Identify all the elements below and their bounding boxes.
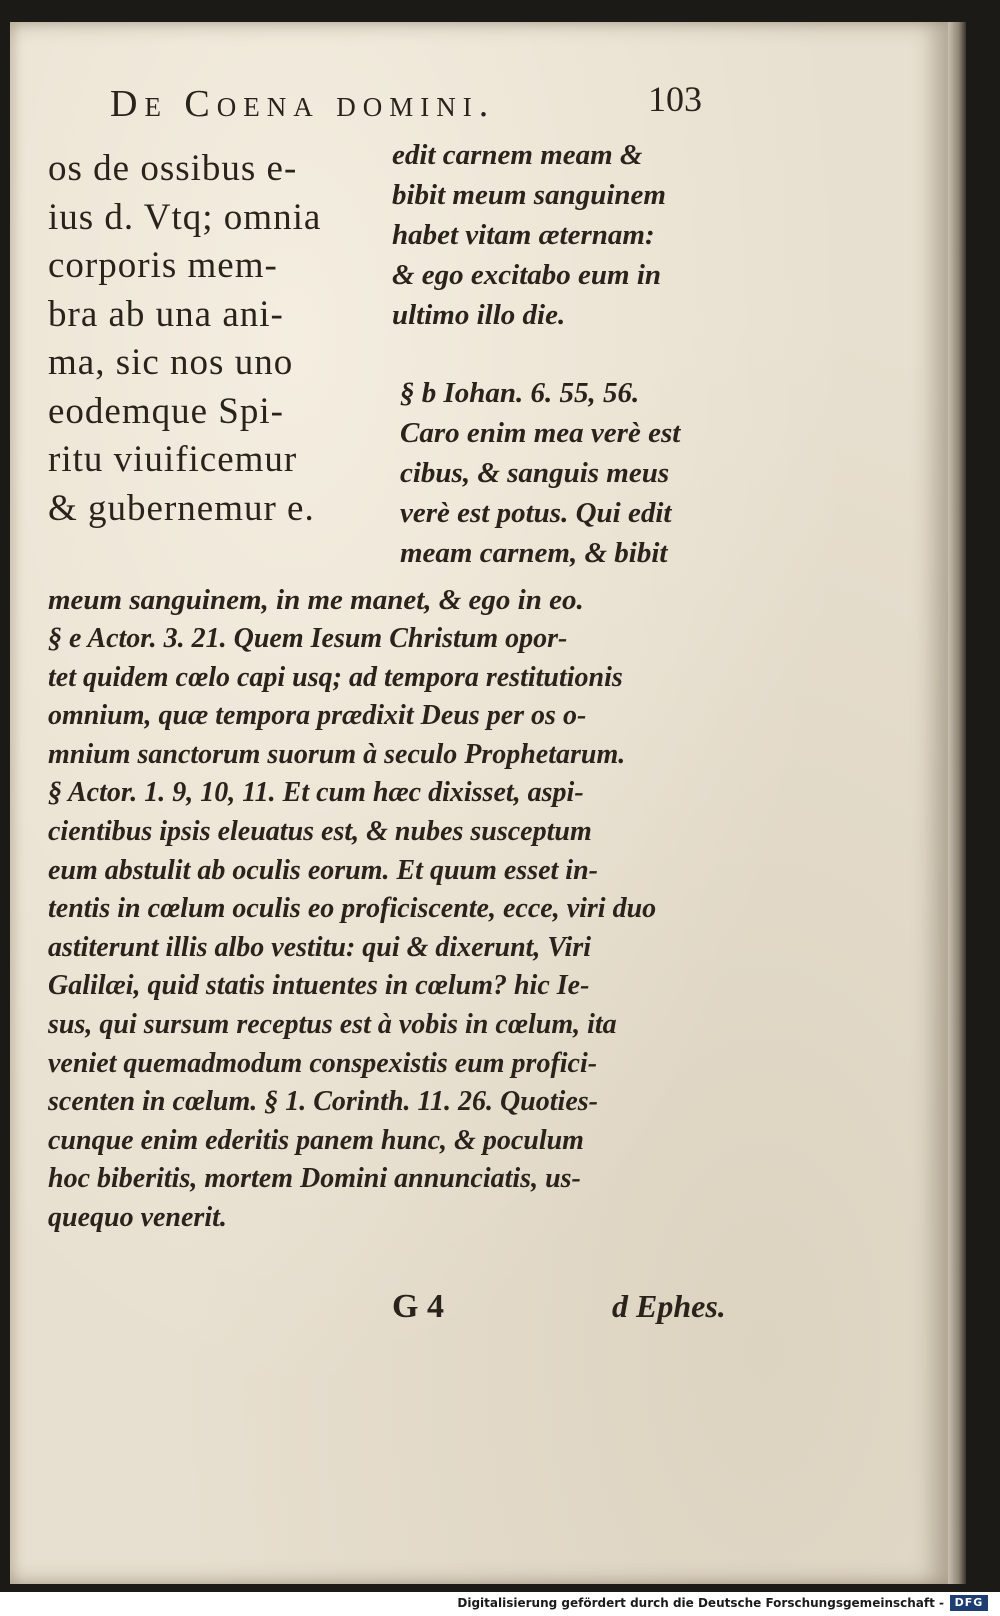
footnote-line: veniet quemadmodum conspexistis eum profici- [48,1047,598,1079]
text-line: corporis mem- [48,245,278,286]
footnote-line: eum abstulit ab oculis eorum. Et quum esset in- [48,854,598,886]
footnote-block [48,620,656,1238]
footer-credit: Digitalisierung gefördert durch die Deutsche Forschungsgemeinschaft - [457,1596,944,1610]
digitization-footer [0,1592,1000,1616]
footnote-line: astiterunt illis albo vestitu: qui & dixerunt, Viri [48,931,592,963]
text-line: ma, sic nos uno [48,342,294,383]
note-line: verè est potus. Qui edit [400,497,672,529]
note-line: edit carnem meam & [392,139,643,171]
footnote-line: § Actor. 1. 9, 10, 11. Et cum hæc dixisset, aspi- [48,777,584,809]
text-line: ritu viuificemur [48,439,298,480]
page-number: 103 [648,79,702,119]
catchword: d Ephes. [612,1288,726,1324]
note-line: habet vitam æternam: [392,219,655,251]
footnote-line: § e Actor. 3. 21. Quem Iesum Christum opor- [48,623,568,654]
left-column-text [48,145,321,533]
note-line: Caro enim mea verè est [400,417,681,449]
note-line: bibit meum sanguinem [392,179,666,211]
running-title: De Coena domini. [110,83,496,125]
note-line: cibus, & sanguis meus [400,457,670,489]
text-line: os de ossibus e- [48,148,298,189]
footnote-line: tet quidem cœlo capi usq; ad tempora restitutionis [48,661,623,693]
full-width-note-line: meum sanguinem, in me manet, & ego in eo. [48,584,584,616]
dfg-logo-badge: DFG [950,1595,988,1611]
right-column-note-b [400,373,680,573]
page-edge [948,22,966,1584]
footnote-line: omnium, quæ tempora prædixit Deus per os o- [48,700,587,732]
signature-mark: G 4 [392,1288,444,1325]
footnote-line: cunque enim ederitis panem hunc, & poculum [48,1124,584,1156]
note-line: ultimo illo die. [392,299,566,331]
footnote-line: sus, qui sursum receptus est à vobis in cœlum, ita [48,1008,617,1040]
text-line: bra ab una ani- [48,293,284,335]
note-line: & ego excitabo eum in [392,259,662,291]
text-line: ius d. Vtq; omnia [48,196,322,238]
footnote-line: scenten in cœlum. § 1. Corinth. 11. 26. Quoties- [48,1086,598,1118]
footnote-line: cientibus ipsis eleuatus est, & nubes susceptum [48,815,592,847]
note-line: meam carnem, & bibit [400,537,668,569]
right-column-note-top [392,135,666,335]
text-line: eodemque Spi- [48,390,284,432]
footnote-line: Galilæi, quid statis intuentes in cœlum? hic Ie- [48,970,590,1002]
footnote-line: quequo venerit. [48,1201,227,1233]
footnote-line: mnium sanctorum suorum à seculo Prophetarum. [48,738,626,770]
footnote-line: hoc biberitis, mortem Domini annunciatis, us- [48,1163,581,1195]
note-line: § b Iohan. 6. 55, 56. [400,377,640,409]
footnote-line: tentis in cœlum oculis eo proficiscente, ecce, viri duo [48,893,657,925]
text-line: & gubernemur e. [48,487,315,529]
